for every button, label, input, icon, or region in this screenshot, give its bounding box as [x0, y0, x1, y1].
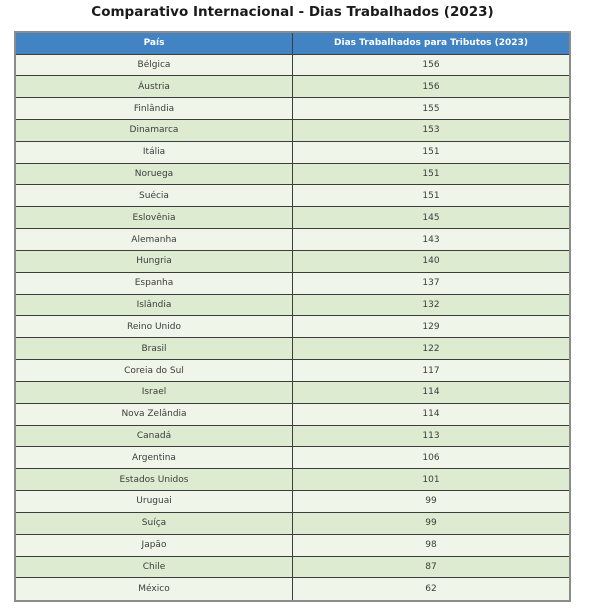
- value-cell: 129: [293, 316, 571, 338]
- country-cell: Bélgica: [15, 54, 293, 76]
- country-cell: Eslovênia: [15, 207, 293, 229]
- value-cell: 151: [293, 141, 571, 163]
- table-row: [15, 381, 570, 403]
- country-cell: Dinamarca: [15, 119, 293, 141]
- value-cell: 137: [293, 272, 571, 294]
- value-cell: 113: [293, 425, 571, 447]
- chart-title: Comparativo Internacional - Dias Trabalhados (2023): [91, 4, 494, 20]
- table-row: [15, 316, 570, 338]
- table-row: [15, 360, 570, 382]
- table-row: [15, 294, 570, 316]
- country-cell: Canadá: [15, 425, 293, 447]
- value-cell: 153: [293, 119, 571, 141]
- table-row: [15, 272, 570, 294]
- value-cell: 132: [293, 294, 571, 316]
- country-cell: Reino Unido: [15, 316, 293, 338]
- value-cell: 151: [293, 185, 571, 207]
- table-row: [15, 578, 570, 601]
- table-row: [15, 54, 570, 76]
- table-row: [15, 469, 570, 491]
- table-row: [15, 534, 570, 556]
- country-cell: Brasil: [15, 338, 293, 360]
- value-cell: 101: [293, 469, 571, 491]
- country-cell: Chile: [15, 556, 293, 578]
- value-cell: 145: [293, 207, 571, 229]
- table-row: [15, 338, 570, 360]
- value-cell: 99: [293, 491, 571, 513]
- table-row: [15, 512, 570, 534]
- value-cell: 114: [293, 403, 571, 425]
- value-cell: 156: [293, 54, 571, 76]
- column-header-pais: País: [15, 32, 293, 54]
- value-cell: 151: [293, 163, 571, 185]
- value-cell: 114: [293, 381, 571, 403]
- table-row: [15, 163, 570, 185]
- table-row: [15, 425, 570, 447]
- country-cell: Coreia do Sul: [15, 360, 293, 382]
- country-cell: Itália: [15, 141, 293, 163]
- value-cell: 155: [293, 98, 571, 120]
- country-cell: Suíça: [15, 512, 293, 534]
- value-cell: 117: [293, 360, 571, 382]
- country-cell: Uruguai: [15, 491, 293, 513]
- value-cell: 62: [293, 578, 571, 601]
- data-table: [14, 31, 571, 602]
- table-row: [15, 556, 570, 578]
- country-cell: Noruega: [15, 163, 293, 185]
- table-row: [15, 76, 570, 98]
- value-cell: 122: [293, 338, 571, 360]
- country-cell: Áustria: [15, 76, 293, 98]
- value-cell: 87: [293, 556, 571, 578]
- value-cell: 98: [293, 534, 571, 556]
- country-cell: Hungria: [15, 250, 293, 272]
- country-cell: Alemanha: [15, 229, 293, 251]
- value-cell: 156: [293, 76, 571, 98]
- column-header-dias-trabalhados: Dias Trabalhados para Tributos (2023): [293, 32, 571, 54]
- value-cell: 106: [293, 447, 571, 469]
- table-row: [15, 229, 570, 251]
- table-row: [15, 447, 570, 469]
- table-header: [15, 32, 570, 54]
- country-cell: Espanha: [15, 272, 293, 294]
- table-row: [15, 491, 570, 513]
- country-cell: México: [15, 578, 293, 601]
- value-cell: 143: [293, 229, 571, 251]
- value-cell: 140: [293, 250, 571, 272]
- table-body: [15, 54, 570, 601]
- table-row: [15, 403, 570, 425]
- table-row: [15, 98, 570, 120]
- country-cell: Islândia: [15, 294, 293, 316]
- country-cell: Estados Unidos: [15, 469, 293, 491]
- header-row: [15, 32, 570, 54]
- table-row: [15, 250, 570, 272]
- country-cell: Suécia: [15, 185, 293, 207]
- table-row: [15, 141, 570, 163]
- table-row: [15, 119, 570, 141]
- table-row: [15, 185, 570, 207]
- country-cell: Japão: [15, 534, 293, 556]
- country-cell: Finlândia: [15, 98, 293, 120]
- table-row: [15, 207, 570, 229]
- country-cell: Israel: [15, 381, 293, 403]
- country-cell: Argentina: [15, 447, 293, 469]
- value-cell: 99: [293, 512, 571, 534]
- country-cell: Nova Zelândia: [15, 403, 293, 425]
